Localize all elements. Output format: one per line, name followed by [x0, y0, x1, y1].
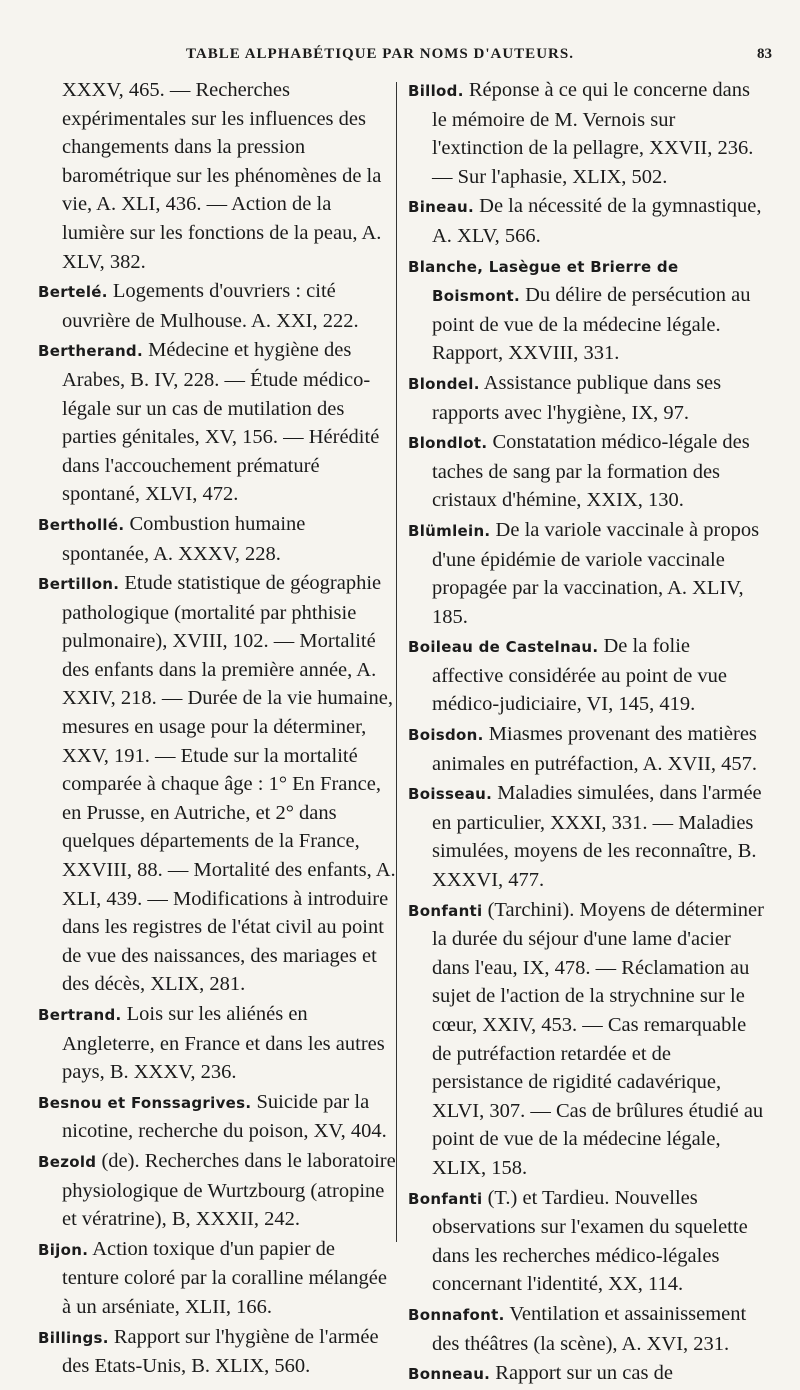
entry-text: Action toxique d'un papier de tenture coloré par la coralline mélangée à un arséniate, XLII, 166. [62, 1237, 387, 1318]
index-entry [408, 428, 764, 515]
entry-text: Rapport sur un cas de [490, 1362, 673, 1385]
author-name: Bonfanti [408, 1189, 483, 1208]
entry-text: Rapport sur l'hygiène de l'armée des Etats-Unis, B. XLIX, 560. [62, 1325, 379, 1378]
entry-text: (de). Recherches dans le laboratoire physiologique de Wurtzbourg (atropine et vératrine), B, XXXII, 242. [62, 1149, 396, 1231]
page-number: 83 [757, 46, 772, 62]
entry-text: Suicide par la nicotine, recherche du poison, XV, 404. [62, 1090, 387, 1143]
entry-text: Réponse à ce qui le concerne dans le mémoire de M. Vernois sur l'extinction de la pellagre, XXVII, 236. — Sur l'aphasie, XLIX, 502. [432, 79, 754, 188]
index-entry [38, 510, 396, 568]
index-entry [408, 192, 764, 250]
author-name: Bezold [38, 1152, 97, 1171]
author-name: Blondlot. [408, 434, 488, 453]
author-name: Boisseau. [408, 785, 493, 804]
author-name: Blondel. [408, 374, 480, 393]
entry-text: Du délire de persécution au point de vue de la médecine légale. Rapport, XXVIII, 331. [432, 284, 751, 365]
left-column [38, 76, 396, 1382]
index-entry [408, 369, 764, 427]
index-entry [38, 569, 396, 999]
entry-text: Lois sur les aliénés en Angleterre, en France et dans les autres pays, B. XXXV, 236. [62, 1003, 385, 1084]
entry-text: Constatation médico-légale des taches de sang par la formation des cristaux d'hémine, XXIX, 130. [432, 431, 750, 512]
author-name: Bonneau. [408, 1365, 491, 1384]
index-entry [38, 1088, 396, 1146]
author-name: Boileau de Castelnau. [408, 638, 599, 657]
author-name: Bineau. [408, 198, 475, 217]
author-name: Billings. [38, 1328, 109, 1347]
author-name: Billod. [408, 82, 464, 100]
index-entry [408, 76, 764, 191]
index-entry [408, 720, 764, 778]
author-name: Bertrand. [38, 1006, 122, 1024]
index-entry [38, 277, 396, 335]
index-entry [408, 896, 764, 1183]
index-entry [408, 252, 764, 368]
entry-text: Combustion humaine spontanée, A. XXXV, 228. [62, 512, 306, 565]
running-head: TABLE ALPHABÉTIQUE PAR NOMS D'AUTEURS. [186, 46, 574, 62]
entry-text: Logements d'ouvriers : cité ouvrière de Mulhouse. A. XXI, 222. [62, 280, 359, 332]
index-entry [38, 1323, 396, 1381]
index-entry [408, 632, 764, 719]
author-name: Bonnafont. [408, 1305, 505, 1324]
index-entry [38, 76, 396, 276]
column-divider [396, 82, 397, 1242]
entry-text: Médecine et hygiène des Arabes, B. IV, 228. — Étude médico-légale sur un cas de mutilation des parties génitales, XV, 156. — Hérédité dans l'accouchement prématuré spontané, XLVI, 472. [62, 339, 380, 506]
index-entry [408, 779, 764, 894]
entry-text: De la variole vaccinale à propos d'une épidémie de variole vaccinale propagée par la vaccination, A. XLIV, 185. [432, 518, 760, 628]
entry-text: Miasmes provenant des matières animales en putréfaction, A. XVII, 457. [432, 723, 758, 775]
entry-text: Maladies simulées, dans l'armée en particulier, XXXI, 331. — Maladies simulées, moyens de les reconnaître, B. XXXVI, 477. [432, 782, 762, 892]
author-name: Blanche, Lasègue et Brierre de Boismont. [408, 257, 679, 306]
author-name: Blümlein. [408, 521, 491, 540]
entry-text: Etude statistique de géographie pathologique (mortalité par phthisie pulmonaire), XVIII, 102. — Mortalité des enfants dans la première année, A. XXIV, 218. — Durée de la vie humaine, mesures en usage pour la déterminer, XXV, 191. — Etude sur la mortalité comparée à chaque âge : 1° En France, en Prusse, en Autriche, et 2° dans quelques départements de la France, XXVIII, 88. — Mortalité des enfants, A. XLI, 439. — Modifications à introduire dans les registres de l'état civil au point de vue des naissances, des mariages et des décès, XLIX, 281. [62, 572, 396, 996]
index-entry [38, 1147, 396, 1234]
entry-text: De la folie affective considérée au point de vue médico-judiciaire, VI, 145, 419. [432, 635, 728, 716]
author-name: Bonfanti [408, 901, 483, 920]
entry-text: Assistance publique dans ses rapports avec l'hygiène, IX, 97. [432, 371, 722, 424]
index-entry [408, 1359, 764, 1389]
index-entry [408, 1300, 764, 1358]
author-name: Bijon. [38, 1240, 89, 1259]
entry-text: De la nécessité de la gymnastique, A. XLV, 566. [432, 195, 762, 247]
author-name: Boisdon. [408, 726, 484, 745]
entry-text: Ventilation et assainissement des théâtres (la scène), A. XVI, 231. [432, 1302, 747, 1355]
right-column [408, 76, 764, 1390]
entry-text: (T.) et Tardieu. Nouvelles observations sur l'examen du squelette dans les recherches médico-légales concernant l'identité, XX, 114. [432, 1186, 748, 1296]
index-entry [38, 336, 396, 509]
index-entry [408, 516, 764, 631]
entry-text: XXXV, 465. — Recherches expérimentales sur les influences des changements dans la pression barométrique sur les phénomènes de la vie, A. XLI, 436. — Action de la lumière sur les fonctions de la peau, A. XLV, 382. [62, 79, 382, 273]
index-entry [38, 1000, 396, 1087]
author-name: Berthollé. [38, 515, 125, 534]
author-name: Bertelé. [38, 283, 108, 302]
author-name: Bertherand. [38, 342, 143, 361]
index-entry [408, 1184, 764, 1299]
author-name: Besnou et Fonssagrives. [38, 1093, 252, 1112]
index-entry [38, 1235, 396, 1322]
entry-text: (Tarchini). Moyens de déterminer la durée du séjour d'une lame d'acier dans l'eau, IX, 478. — Réclamation au sujet de l'action de la strychnine sur le cœur, XXIV, 453. — Cas remarquable de putréfaction retardée et de persistance de rigidité cadavérique, XLVI, 307. — Cas de brûlures étudié au point de vue de la médecine légale, XLIX, 158. [432, 898, 764, 1179]
author-name: Bertillon. [38, 575, 120, 594]
